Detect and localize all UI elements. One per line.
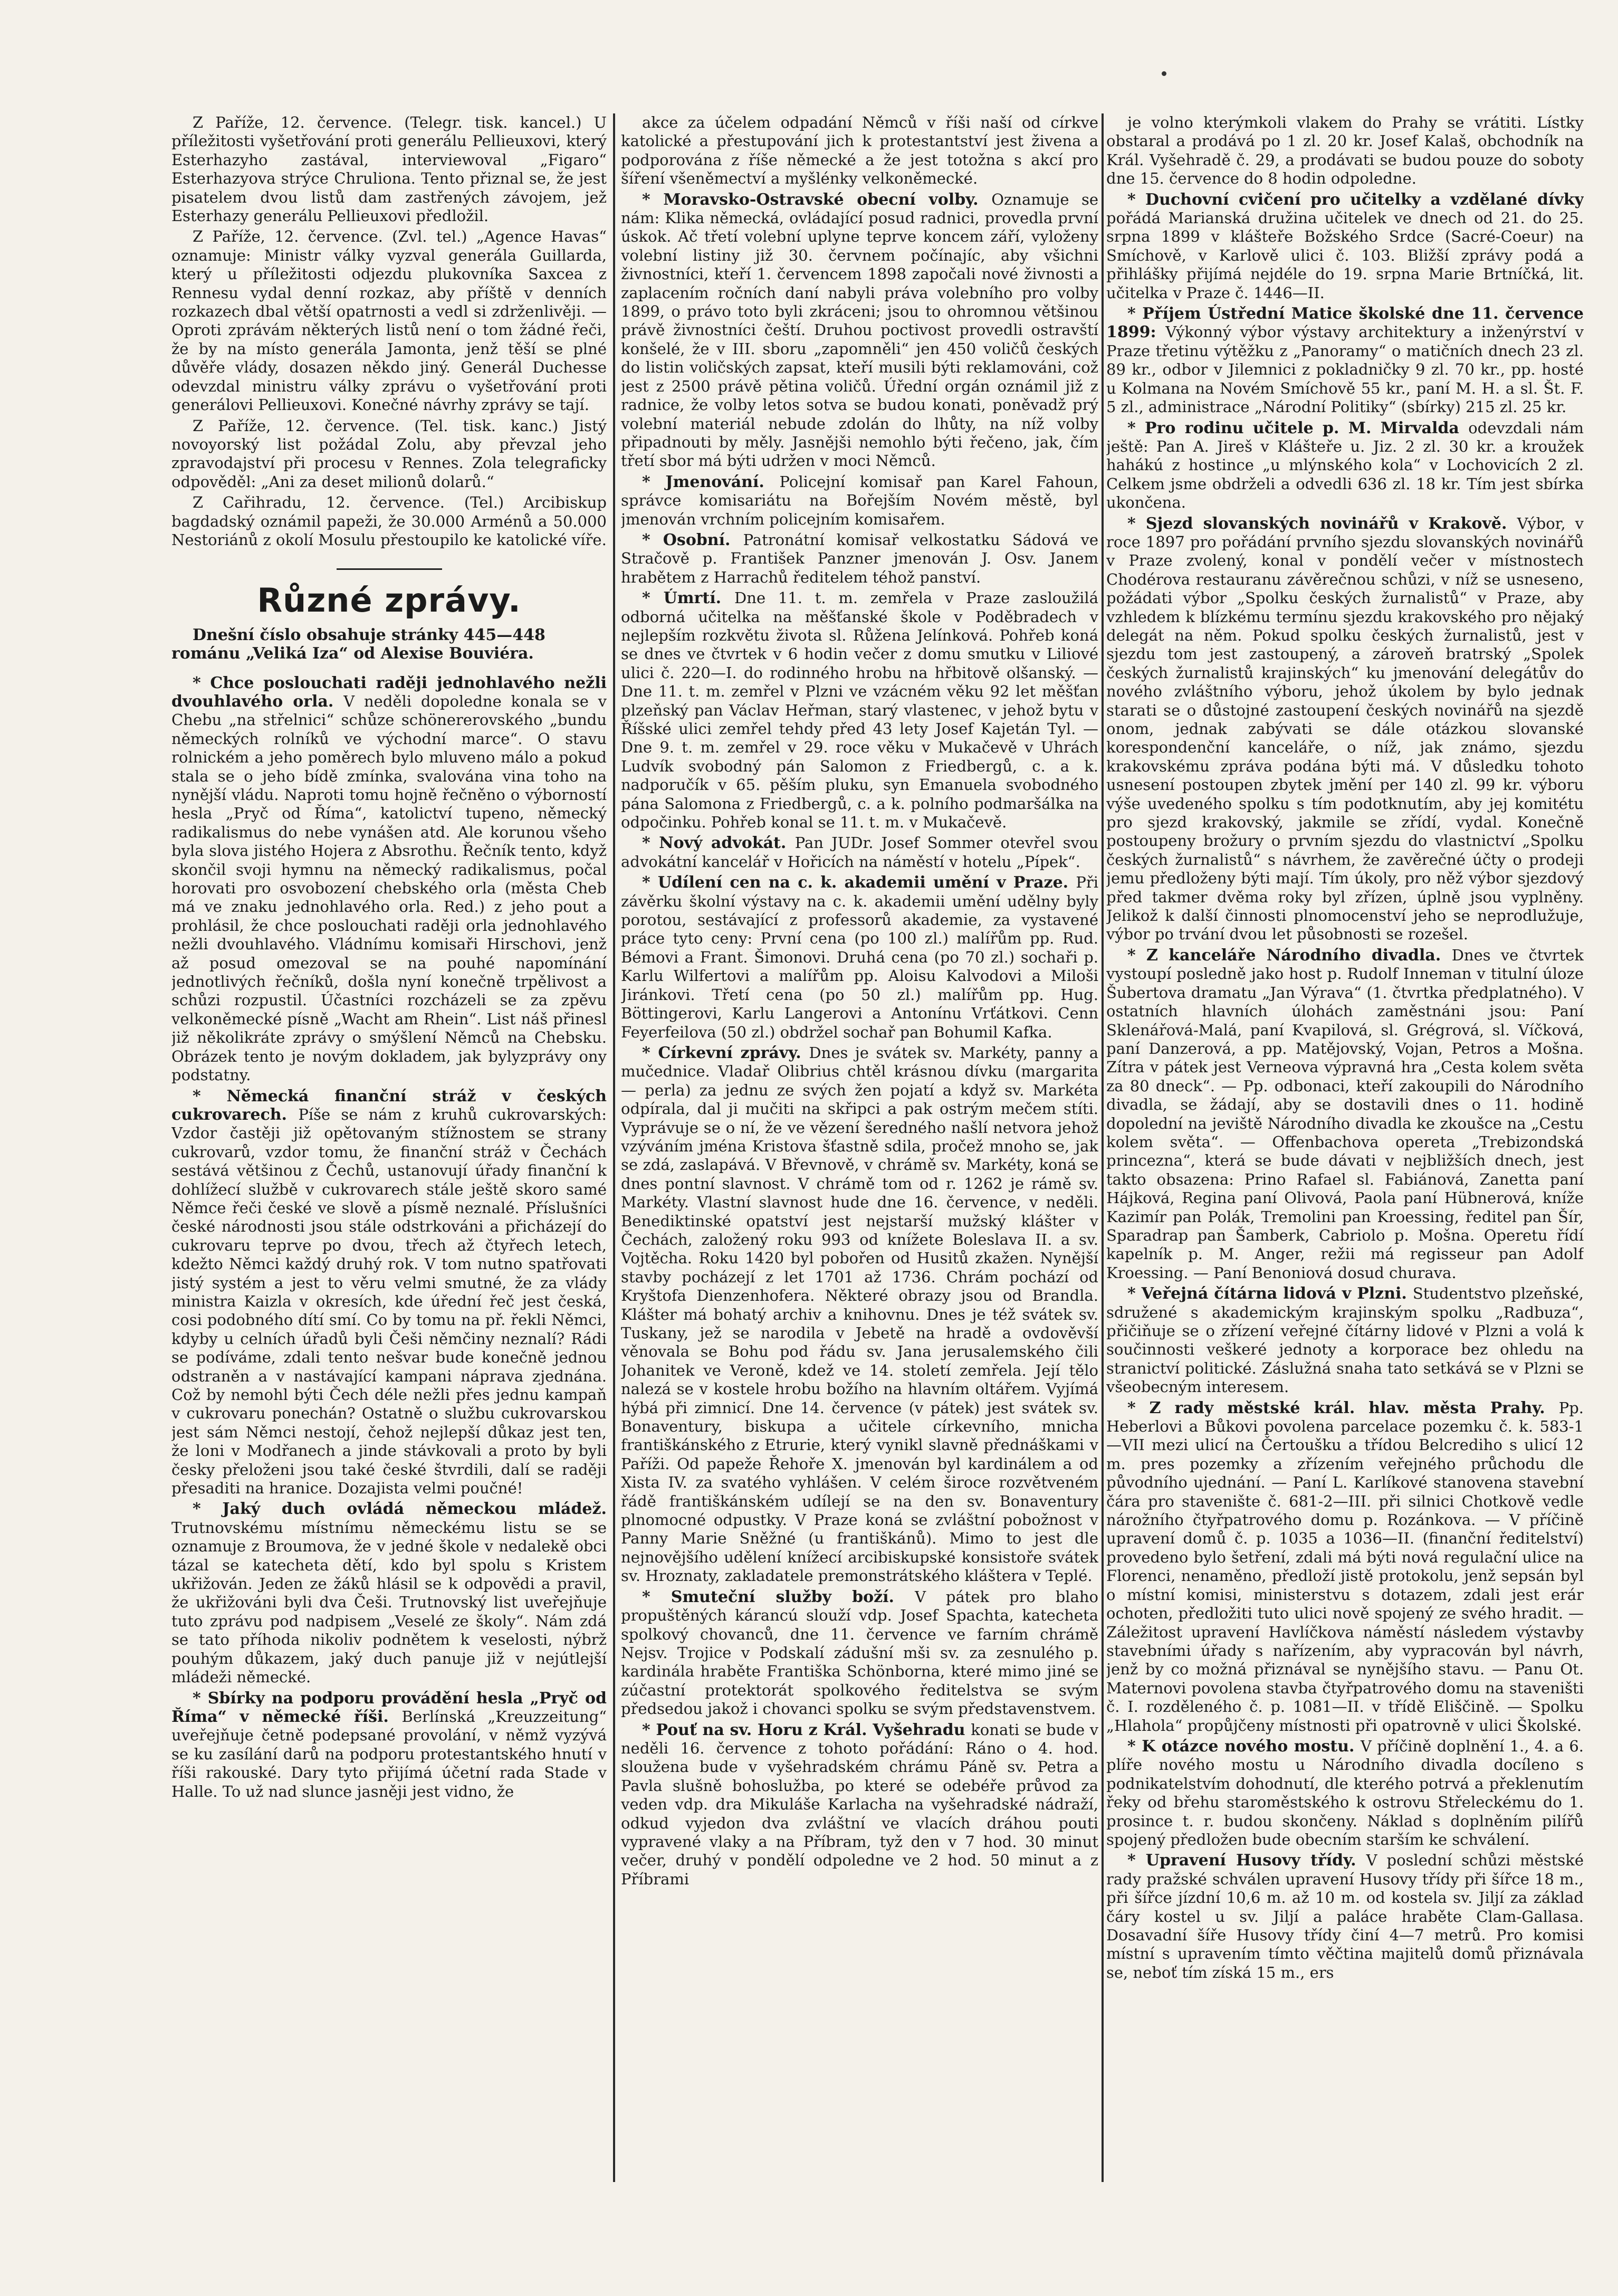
news-item-text: pořádá Marianská družina učitelek ve dnech od 21. do 25. srpna 1899 v klášteře Božského Srdce (Sacré-Coeur) na Smíchově, v Karlově ulici č. 103. Bližší zprávy podá a přihlášky přijímá nejdéle do 19. srpna Marie Brtníčká, lit. učitelka v Praze č. 1446—II. xyxy=(1106,209,1584,302)
news-item xyxy=(621,834,1098,871)
news-item xyxy=(1106,190,1584,302)
news-item-text: odevzdali nám ještě: Pan A. Jireš v Klášteře u. Jiz. 2 zl. 30 kr. a kroužek hahákú z hostince „u mlýnského kola“ v Lochovicích 2 zl. Celkem jsme obdrželi a odvedli 636 zl. 18 kr. Tím jest sbírka ukončena. xyxy=(1106,418,1584,512)
news-item-headline: * Chce poslouchati raději jednohlavého nežli dvouhlavého orla. xyxy=(171,673,607,711)
section-title: Různé zprávy. xyxy=(257,581,521,620)
news-item-text: je volno kterýmkoli vlakem do Prahy se vrátiti. Lístky obstaral a prodává po 1 zl. 20 kr. Josef Kalaš, obchodník na Král. Vyšehradě č. 29, a prodávati se budou pouze do soboty dne 15. července do 8 hodin odpoledne. xyxy=(1106,113,1584,188)
news-item-text: Oznamuje se nám: Klika německá, ovládající posud radnici, provedla první úskok. Ač třetí volební uplyne teprve koncem září, vyloženy volební listiny již 30. červnem počínajíc, aby všichni živnostníci, kteří 1. červencem 1898 započali nové živnosti a zaplacením ročních daní nabyli práva volebního pro volby 1899, o právo toto byli zkráceni; jsou to ohromnou většinou právě živnostníci čeští. Druhou poctivost provedli ostravští konšelé, že v III. sboru „zapomněli“ jen 450 voličů českých do listin voličských zapsat, kteří musili býti reklamováni, což jest z 2500 právě pětina voličů. Úřední orgán oznámil již z radnice, že volby letos sotva se budou konati, poněvadž prý volební materiál nebude zdolán do lhůty, na níž volby připadnouti by měly. Jasnějši nemohlo býti řečeno, jak, čím třetí sbor má býti udržen v moci Němců. xyxy=(621,190,1098,470)
column-right xyxy=(1106,113,1584,2224)
news-item-headline: * Příjem Ústřední Matice školské dne 11. července 1899: xyxy=(1106,304,1584,342)
news-item-headline: * Z rady městské král. hlav. města Prahy. xyxy=(1127,1398,1559,1417)
news-items-left xyxy=(171,674,607,1801)
news-item-text: Policejní komisař pan Karel Fahoun, správce komisariátu na Bořejším Novém městě, byl jmenován vrchním policejním komisařem. xyxy=(621,472,1098,528)
news-item-text: Trutnovskému místnímu německému listu se se oznamuje z Broumova, že v jedné škole v nedalekě obci tázal se katecheta dětí, kdo byl spolu s Kristem ukřižován. Jeden ze žáků hlásil se k odpovědi a pravil, že ukřižováni byli dva Češi. Trutnovský list uveřejňuje tuto zprávu pod nadpisem „Veselé ze školy“. Nám zdá se tato příhoda nikoliv podnětem k veselosti, nýbrž pouhým důkazem, jaký duch panuje již v nejútlejší mládeži německé. xyxy=(171,1518,607,1687)
news-item xyxy=(171,674,607,1085)
news-item xyxy=(1106,515,1584,944)
news-item-headline: * Jmenování. xyxy=(642,472,780,491)
novel-supplement-note: Dnešní číslo obsahuje stránky 445—448 románu „Veliká Iza“ od Alexise Bouviéra. xyxy=(171,625,545,663)
news-item-headline: * K otázce nového mostu. xyxy=(1127,1737,1361,1756)
news-item-text: Z Paříže, 12. července. (Telegr. tisk. kancel.) U příležitosti vyšetřování proti generálu Pellieuxovi, který Esterhazyho zastával, interviewoval „Figaro“ Esterhazyova strýce Chruliona. Tento přiznal se, že jest pisatelem dvou listů dam zastřených závojem, jež Esterhazy generálu Pellieuxovi předložil. xyxy=(171,113,607,225)
news-item-text: Z Paříže, 12. července. (Tel. tisk. kanc.) Jistý novoyorský list požádal Zolu, aby převzal jeho zpravodajství při procesu v Rennes. Zola telegraficky odpověděl: „Ani za deset milionů dolarů.“ xyxy=(171,416,607,491)
news-item-headline: * Jaký duch ovládá německou mládež. xyxy=(193,1500,607,1519)
news-item-headline: * Veřejná čítárna lidová v Plzni. xyxy=(1127,1284,1413,1303)
column-left xyxy=(171,113,607,2224)
news-item-text: Z Paříže, 12. července. (Zvl. tel.) „Agence Havas“ oznamuje: Ministr války vyzval generála Guillarda, který u příležitosti odjezdu plukovníka Saxcea z Rennesu vydal denní rozkaz, aby příště v denních rozkazech dbal větší opatrnosti a vedl si zdrženlivěji. — Oproti zprávám některých listů není o tom žádné řeči, že by na místo generála Jamonta, jenž těší se plné důvěře vlády, dosazen někdo jiný. Generál Duchesse odevzdal ministru války zprávu o vyšetřování proti generálovi Pellieuxovi. Konečné návrhy zprávy se tají. xyxy=(171,227,607,414)
news-item xyxy=(1106,1399,1584,1735)
news-item xyxy=(171,1689,607,1801)
news-item-text: Pp. Heberlovi a Bůkovi povolena parcelace pozemku č. k. 583-1—VII mezi ulicí na Čertoušku a třídou Belcrediho s ulicí 12 m. pres pozemky a zřízením veřejného průchodu dle původního ujednání. — Paní L. Karlíkové stanovena stavební čára pro stavenište č. 681-2—III. při silnici Chotkově vedle nárožního čtyřpatrového domu p. Rozánkova. — V příčině upravení domů č. p. 1035 a 1036—II. (finanční ředitelství) provedeno bylo šetření, zdali má býti nová regulační ulice na Florenci, nenaměno, předloží jistě protokolu, jenž sepsán byl o místní komisi, ministerstvu s dotazem, zdali jest erár ochoten, předložiti tuto ulici nově spojený ze svého hradit. — Záležitost upravení Havlíčkova náměstí následem výstavby stavebními úřady s nařízením, aby vypracován byl návrh, jenž by co možná přiznával se nynějšího stavu. — Panu Ot. Maternovi povolena stavba čtyřpatrového domu na staveništi č. I. rozděleného č. p. 1081—II. v třídě Eliščině. — Spolku „Hlahola“ propůjčeny místnosti při opatrovně v ulici Školské. xyxy=(1106,1398,1584,1735)
news-item xyxy=(621,531,1098,587)
news-item-text: V poslední schůzi městské rady pražské schválen upravení Husovy třídy při šířce 18 m., při šířce jízdní 10,6 m. až 10 m. od kostela sv. Jiljí za základ čáry kostel u sv. Jiljí a paláce hraběte Clam-Gallasa. Dosavadní šíře Husovy třídy činí 4—7 metrů. Pro komisi místní s upravením tímto věčtina majitelů domů přiznávala se, neboť tím získá 15 m., ers xyxy=(1106,1851,1584,1981)
news-item-text: Berlínská „Kreuzzeitung“ uveřejňuje četně podepsané provolání, v němž vyzývá se ku zasílání darů na podporu protestantského hnutí v říši rakouské. Dary tyto přijímá účetní rada Stade v Halle. To už nad slunce jasněji jest vidno, že xyxy=(171,1707,607,1800)
column-rule xyxy=(1102,113,1104,2182)
news-item-text: konati se bude v neděli 16. července z tohoto pořádání: Ráno o 4. hod. sloužena bude v vyšehradském chrámu Páně sv. Petra a Pavla slušně bohoslužba, po které se odebéře průvod za veden vdp. dra Mikuláše Karlacha na vyšehradské nádraží, odkud vyjedon dva zvláštní ve vlacích dráhou pouti vypravené vlaky a na Příbram, tyž den v 7 hod. 30 minut večer, druhý v pondělí odpoledne ve 2 hod. 50 minut a z Příbrami xyxy=(621,1720,1098,1888)
news-item xyxy=(171,417,607,492)
news-item xyxy=(171,493,607,549)
column-middle xyxy=(621,113,1098,2224)
news-item-headline: * Udílení cen na c. k. akademii umění v Praze. xyxy=(642,873,1076,892)
news-item-headline: * Pouť na sv. Horu z Král. Vyšehradu xyxy=(642,1720,971,1739)
news-item xyxy=(621,1588,1098,1719)
news-item-text: Výkonný výbor výstavy architektury a inženýrství v Praze třetinu výtěžku z „Panoramy“ o matičních dnech 23 zl. 89 kr., odbor v Jilemnici z pokladničky 9 zl. 70 kr., pp. hosté u Kolmana na Novém Smíchově 55 kr., paní M. H. a sl. Št. F. 5 zl., administrace „Národní Politiky“ (sbírky) 215 zl. 25 kr. xyxy=(1106,323,1584,416)
news-item xyxy=(621,190,1098,471)
news-item-headline: * Sbírky na podporu provádění hesla „Pryč od Říma“ v německé říši. xyxy=(171,1689,607,1726)
column-rule xyxy=(613,113,615,2182)
news-item-headline: * Sjezd slovanských novinářů v Krakově. xyxy=(1127,514,1517,533)
news-item xyxy=(171,1087,607,1498)
news-item-text: V pátek pro blaho propuštěných kárancú slouží vdp. Josef Spachta, katecheta spolkový chovanců, dne 11. července ve farním chrámě Nejsv. Trojice v Podskalí zádušní mši sv. za zesnulého p. kardinála hraběte Františka Schönborna, které mimo jiné se zúčastní protektorát spolkového ředitelstva se svým předsedou jakož i chovanci spolku se svým představenstvem. xyxy=(621,1587,1098,1718)
news-item-headline: * Smuteční služby boží. xyxy=(642,1587,915,1606)
news-item-headline: * Osobní. xyxy=(642,530,743,549)
news-item xyxy=(1106,419,1584,512)
ink-spot xyxy=(1162,71,1166,76)
news-item xyxy=(621,1044,1098,1586)
news-item-headline: * Moravsko-Ostravské obecní volby. xyxy=(642,190,992,209)
news-item-text: Pan JUDr. Josef Sommer otevřel svou advokátní kancelář v Hořicích na náměstí v hotelu „Pípek“. xyxy=(621,834,1098,871)
news-item-text: Píše se nám z kruhů cukrovarských: Vzdor častěji již opětovaným stížnostem se strany cukrovarů, vzdor tomu, že finanční stráž v Čechách sestává většinou z Čechů, ustanovují úřady finanční k dohlížecí službě v cukrovarech stále ještě skoro samé Němce řeči české ve slově a písmě neznalé. Příslušníci české národnosti jsou stále odstrkováni a přicházejí do cukrovaru teprve po dvou, třech až čtyřech letech, kdežto Němci každý druhý rok. V tom nutno spatřovati jistý systém a jest to věru velmi smutné, že za vlády ministra Kaizla v okresích, kde úřední řeč jest česká, cosi podobného dítí smí. Co by tomu na př. řekli Němci, kdyby u celních úřadů byli Češi němčiny neznalí? Rádi se podíváme, zdali tento nešvar bude konečně jednou odstraněn a v nastávající kampani nápravа zjednána. Což by nemohl býti Čech déle nežli přes jednu kampaň v cukrovaru ponechán? Ostatně o službu cukrovarskou jest sám Němci nestojí, čehož nejlepší důkaz jest ten, že loni v Modřanech a jinde stávkovali a proto by byli česky přeloženi jsou také české štvrdili, dalí se raději přesaditi na hranice. Dozajista velmi poučné! xyxy=(171,1105,607,1498)
news-telegrams xyxy=(171,113,607,549)
news-item xyxy=(171,227,607,414)
news-item-text: Z Cařihradu, 12. července. (Tel.) Arcibiskup bagdadský oznámil papeži, že 30.000 Arménů a 50.000 Nestoriánů z okolí Mosulu přestoupilo ke katolické víře. xyxy=(171,493,607,549)
news-item-text: Studentstvo plzeňské, sdružené s akademickým krajinským spolku „Radbuza“, přičiňuje se o zřízení veřejné čítárny lidové v Plzni a volá k součinnosti veškeré jednoty a korporace bez ohledu na stranictví politické. Záslužná snaha tato setkává se v Plzni se všeobecným interesem. xyxy=(1106,1284,1584,1396)
news-item-text: V neděli dopoledne konala se v Chebu „na střelnici“ schůze schönererovského „bundu německých rolníků ve východní marce“. O stavu rolnickém a jeho poměrech bylo mluveno málo a pokud stala se o jeho bídě zmínka, svalována vina toho na nynější vládu. Naproti tomu hojně řečněno o výborností hesla „Pryč od Říma“, katolictví tupeno, německý radikalismus do nebe vynášen atd. Ale korunou všeho byla slova jistého Hojera z Absrothu. Řečník tento, když skončil svoji hymnu na německý radikalismus, počal horovati pro osvobození chebského orla (města Cheb má ve znaku jednohlavého orla. Red.) z jeho pout a prohlásil, že chce poslouchati raději orla jednohlavého nežli dvouhlavého. Vládnímu komisaři Hirschovi, jenž až posud omezoval se na pouhé napomínání jednotlivých řečníků, došla nyní konečně trpělivost a schůzi rozpustil. Účastníci rozcházeli se za zpěvu velkoněmecké písně „Wacht am Rhein“. List náš přinesl již několikráte zprávy o smýšlení Němců na Chebsku. Obrázek tento je novým dokladem, jak bylyzprávy ony podstatny. xyxy=(171,692,607,1084)
news-item xyxy=(171,113,607,225)
news-item-headline: * Nový advokát. xyxy=(642,834,795,853)
news-item xyxy=(171,1500,607,1687)
news-item xyxy=(1106,1851,1584,1982)
news-item-text: Výbor, v roce 1897 pro pořádání prvního sjezdu slovanských novinářů v Praze zvolený, konal v pondělí večer v místnostech Chodérova restauranu závěrečnou schůzi, v níž se usneseno, požádati výbor „Spolku českých žurnalistů“ v Praze, aby vzhledem k blízkému termínu sjezdu krakovského pro nějaký delegát na něm. Pokud spolku českých žurnalistů, jest v sjezdu tom jest zastoupený, a zároveň bratrský „Spolek českých žurnalistů krajinských“ ku jmenování delegátův do nového zvláštního výboru, jehož úkolem by bylo jednak starati se o důstojné zastoupení českých novinářů na sjezdě onom, jednak zabývati se dále otázkou slovanské korespondenční kanceláře, o níž, jak známo, sjezdu krakovskému zpráva podána býti má. V důsledku tohoto usnesení postoupen zbytek jmění per 140 zl. 99 kr. výboru výše uvedeného spolku s tím podotknutím, aby jej komitétu pro sjezd krakovský, jakmile se zřídí, vydal. Konečně postoupeny brožury o prvním sjezdu do vlastnictví „Spolku českých žurnalistů“ s návrhem, že zavěrečné účty o prodeji jemu předloženy býti mají. Tím úkoly, pro něž výbor sjezdový před takmer dvěma roky byl zřízen, úplně jsou vyplněny. Jelikož k další činnosti plnomocenství jeho se neprodlužuje, výbor po trvání dvou let působnosti se rozešel. xyxy=(1106,514,1584,944)
news-item xyxy=(621,873,1098,1042)
news-item xyxy=(1106,304,1584,416)
news-item-headline: * Pro rodinu učitele p. M. Mirvalda xyxy=(1127,418,1469,437)
news-item-text: Dnes je svátek sv. Markéty, panny a mučednice. Vladař Olibrius chtěl krásnou dívku (margarita — perla) za jednu ze svých žen pojatí a když sv. Markéta odpírala, dal ji mučiti na skřipci a pak ostrým mečem stíti. Vyprávuje se o ní, že ve vězení šeredného našlí netvora jehož vzýváním jména Kristova šťastně sdila, pročež mnoho se, jak se zdá, zaslapává. V Břevnově, v chrámě sv. Markéty, koná se dnes pontní slavnost. V chrámě tom od r. 1262 je rámě sv. Markéty. Vlastní slavnost hude dne 16. července, v neděli. Benediktinské opatství jest nejstarší mužský klášter v Čechách, založený roku 993 od knížete Boleslava II. a sv. Vojtěcha. Roku 1420 byl pobořen od Husitů zkažen. Nynější stavby pocházejí z let 1701 až 1736. Chrám pochází od Kryštofa Dienzenhofera. Některé obrazy jsou od Brandla. Klášter má bohatý archiv a knihovnu. Dnes je též svátek sv. Tuskany, jež se narodila v Jebetě na hradě a ovdověvší věnovala se Bohu pod řádu sv. Jana jerusalemského čili Johanitek ve Veroně, kdež ve 14. století zemřela. Její tělo nalezá se v kostele hrobu božího na hlavním oltářem. Vyjímá hýbá při zimnicí. Dne 14. července (v pátek) jest svátek sv. Bonaventury, biskupa a učitele církevního, mnicha františkánského z Etrurie, který vynikl slavně přednáškami v Paříži. Od papeže Řehoře X. jmenován byl kardinálem a od Xista IV. za svatého vyhlášen. V celém široce rozvětveném řádě františkánském udílejí se na den sv. Bonaventury plnomocné odpustky. V Praze koná se zvláštní pobožnost v Panny Marie Sněžné (u františkánů). Mimo to jest dle nejnovějšího udělení knížecí arcibiskupské konsistoře svátek sv. Hroznaty, zakladatele premonstrátského kláštera v Teplé. xyxy=(621,1043,1098,1585)
news-item xyxy=(621,113,1098,188)
news-item xyxy=(621,1721,1098,1889)
news-item-headline: * Úmrtí. xyxy=(642,589,735,608)
news-item xyxy=(1106,1284,1584,1396)
news-item-headline: * Německá finanční stráž v českých cukrovarech. xyxy=(171,1087,607,1124)
news-item-text: akce za účelem odpadání Němců v říši naší od církve katolické a přestupování jich k protestantství jest živena a podporována z říše německé a že jest totožna s akcí pro šíření všeněmectví a myšlénky velkoněmecké. xyxy=(621,113,1098,188)
news-item-headline: * Upravení Husovy třídy. xyxy=(1127,1851,1366,1870)
separator-rule xyxy=(337,568,442,570)
news-item xyxy=(621,589,1098,832)
news-item-text: Dnes ve čtvrtek vystoupí posledně jako host p. Rudolf Inneman v titulní úloze Šubertova dramatu „Jan Výrava“ (1. čtvrtka předplatného). V ostatních hlavních úlohách zaměstnáni jsou: Paní Sklenářová-Malá, paní Kvapilová, sl. Grégrová, sl. Víčková, paní Danzerová, a pp. Matějovský, Vojan, Petros a Mošna. Zítra v pátek jest Verneova výpravná hra „Cesta kolem světa za 80 dneck“. — Pp. odbonaci, kteří zakoupili do Národního divadla, se žádají, aby se dostavili dnes o 11. hodině dopolední na jeviště Národního divadla ke zkoušce na „Cestu kolem světa“. — Offenbachova opereta „Trebizondská princezna“, která se bude dávati v nejbližších dnech, jest takto obsazena: Prino Rafael sl. Fabiánová, Zanetta paní Hájková, Regina paní Olivová, Paola paní Hübnerová, kníže Kazimír pan Polák, Tremolini pan Kroessing, ředitel pan Šír, Sparadrap pan Šamberk, Cabriolo p. Mošna. Operetu řídí kapelník p. M. Anger, režii má regisseur pan Adolf Kroessing. — Paní Benoniová dosud churava. xyxy=(1106,946,1584,1282)
news-item-text: V příčině doplnění 1., 4. a 6. plíře nového mostu u Národního divadla docíleno s podnikatelstvím dohodnutí, dle kterého potrvá a překlenutím řeky od břehu staroměstského k ostrovu Střeleckému do 1. prosince t. r. budou skončeny. Náklad s doplněním pilířů spojený předložen bude obecním starším ke schválení. xyxy=(1106,1737,1584,1849)
news-item-headline: * Duchovní cvičení pro učitelky a vzdělané dívky xyxy=(1127,190,1584,209)
news-item xyxy=(621,473,1098,529)
news-item-text: Dne 11. t. m. zemřela v Praze zasloužilá odborná učitelka na měšťanské škole v Poděbradech v nejlepším rozkvětu života sl. Růžena Jelínková. Pohřeb koná se dnes ve čtvrtek v 6 hodin večer z domu smutku v Liliové ulici č. 220—I. do rodinného hrobu na hřbitově olšanský. — Dne 11. t. m. zemřel v Plzni ve vzácném věku 92 let měšťan plzeňský pan Václav Heřman, starý vlastenec, v jehož bytu v Říšské ulici zemřel tehdy před 43 lety Josef Kajetán Tyl. — Dne 9. t. m. zemřel v 29. roce věku v Mukačevě v Uhrách Ludvík svobodný pán Salomon z Friedbergů, c. a k. nadporučík v 65. pěším pluku, syn Emanuela svobodného pána Salomona z Friedbergů, c. a k. polního podmaršálka na odpočinku. Pohřeb konal se 11. t. m. v Mukačevě. xyxy=(621,589,1098,832)
news-item-text: Při závěrku školní výstavy na c. k. akademii umění udělny byly porotou, sestávající z professorů akademie, za vystavené práce tyto ceny: První cena (po 100 zl.) malířům pp. Rud. Bémovi a Frant. Šimonovi. Druhá cena (po 70 zl.) sochaři p. Karlu Wilfertovi a malířům pp. Aloisu Kalvodovi a Miloši Jiránkovi. Třetí cena (po 50 zl.) malířům pp. Hug. Böttingerovi, Karlu Langerovi a Antonínu Vrťátkovi. Cenn Feyerfeilova (50 zl.) obdržel sochař pan Bohumil Kafka. xyxy=(621,873,1098,1041)
news-item-text: Patronátní komisař velkostatku Sádová ve Stračově p. František Panzner jmenován J. Osv. Janem hrabětem z Harrachů ředitelem téhož panství. xyxy=(621,530,1098,586)
news-item xyxy=(1106,113,1584,188)
news-item-headline: * Z kanceláře Národního divadla. xyxy=(1127,946,1452,965)
news-item xyxy=(1106,946,1584,1282)
news-item xyxy=(1106,1737,1584,1849)
news-item-headline: * Církevní zprávy. xyxy=(642,1043,809,1062)
